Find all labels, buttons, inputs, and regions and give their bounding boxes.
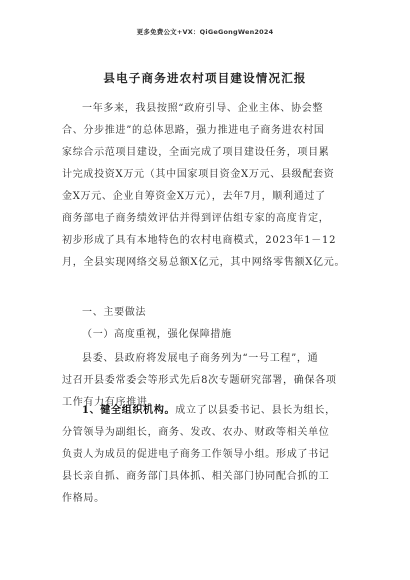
intro-paragraph: [62, 98, 362, 274]
point-1-first-text: 成立了以县委书记、县长为组长，: [175, 405, 336, 416]
text-line: 县委、县政府将发展电子商务列为“一号工程”，通: [82, 353, 319, 364]
text-line: 初步形成了具有本地特色的农村电商模式，2023年1－12: [62, 235, 337, 246]
text-line: 一年多来，我县按照“政府引导、企业主体、协会整: [82, 103, 324, 114]
text-line: 作格局。: [62, 493, 105, 504]
text-line: 工作有力有序推进。: [62, 397, 159, 408]
text-line: 县长亲自抓、商务部门具体抓、相关部门协同配合抓的工: [62, 471, 330, 482]
document-title: 县电子商务进农村项目建设情况汇报: [103, 71, 307, 85]
text-line: 计完成投资X万元（其中国家项目资金X万元、县级配套资: [62, 169, 335, 180]
point-1-label: 1、健全组织机构。: [82, 405, 176, 416]
subsection-heading: （一）高度重视，强化保障措施: [82, 329, 232, 340]
text-line: 商务部电子商务绩效评估并得到评估组专家的高度肯定，: [62, 213, 330, 224]
text-line: 过召开县委常委会等形式先后8次专题研究部署，确保各项: [62, 375, 337, 386]
text-line: 金X万元、企业自筹资金X万元），去年7月，顺利通过了: [62, 191, 326, 202]
text-line: 月，全县实现网络交易总额X亿元，其中网络零售额X亿元。: [62, 257, 346, 268]
text-line: 分管领导为副组长，商务、发改、农办、财政等相关单位: [62, 427, 330, 438]
header-note: 更多免费公文+VX：QiGeGongWen2024: [136, 28, 274, 36]
text-line: 合、分步推进”的总体思路，强力推进电子商务进农村国: [62, 125, 325, 136]
point-1-paragraph: [62, 400, 362, 510]
text-line: 家综合示范项目建设，全面完成了项目建设任务，项目累: [62, 147, 330, 158]
section-heading: 一、主要做法: [82, 307, 147, 318]
text-line: [62, 400, 362, 422]
text-line: 负责人为成员的促进电子商务工作领导小组。形成了书记: [62, 449, 330, 460]
